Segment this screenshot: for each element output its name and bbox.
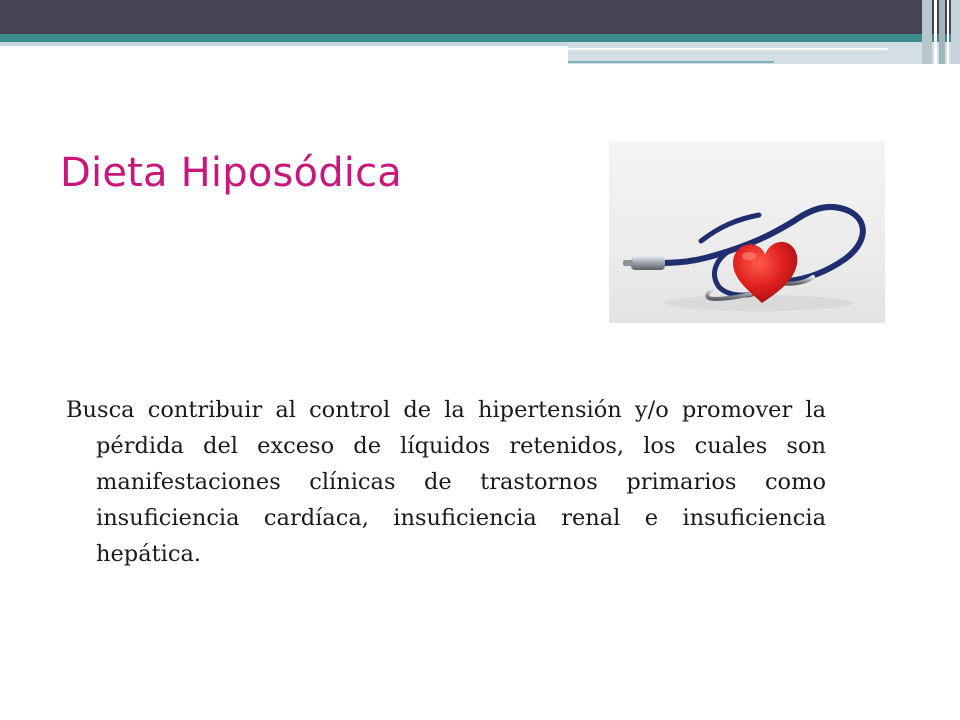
- header-rule-teal: [568, 61, 774, 63]
- header-stripe: [939, 0, 945, 64]
- slide-body-text: Busca contribuir al control de la hipertensión y/o promover la pérdida del exceso de líquidos retenidos, los cuales son manifestaciones clínicas de trastornos primarios como insuficiencia cardíaca, insuficiencia renal e insuficiencia hepática.: [66, 397, 826, 567]
- header-band-teal: [0, 34, 960, 42]
- header-band-light: [0, 42, 568, 46]
- header-rule-white: [568, 48, 888, 50]
- slide-title: Dieta Hiposódica: [60, 150, 403, 196]
- stethoscope-heart-icon: [609, 141, 885, 323]
- header-stripe: [947, 0, 949, 64]
- header-stripe: [922, 0, 932, 64]
- header-band-dark: [0, 0, 960, 34]
- stethoscope-heart-image: [609, 141, 885, 323]
- header-stripe: [934, 0, 937, 64]
- header-stripe: [951, 0, 960, 64]
